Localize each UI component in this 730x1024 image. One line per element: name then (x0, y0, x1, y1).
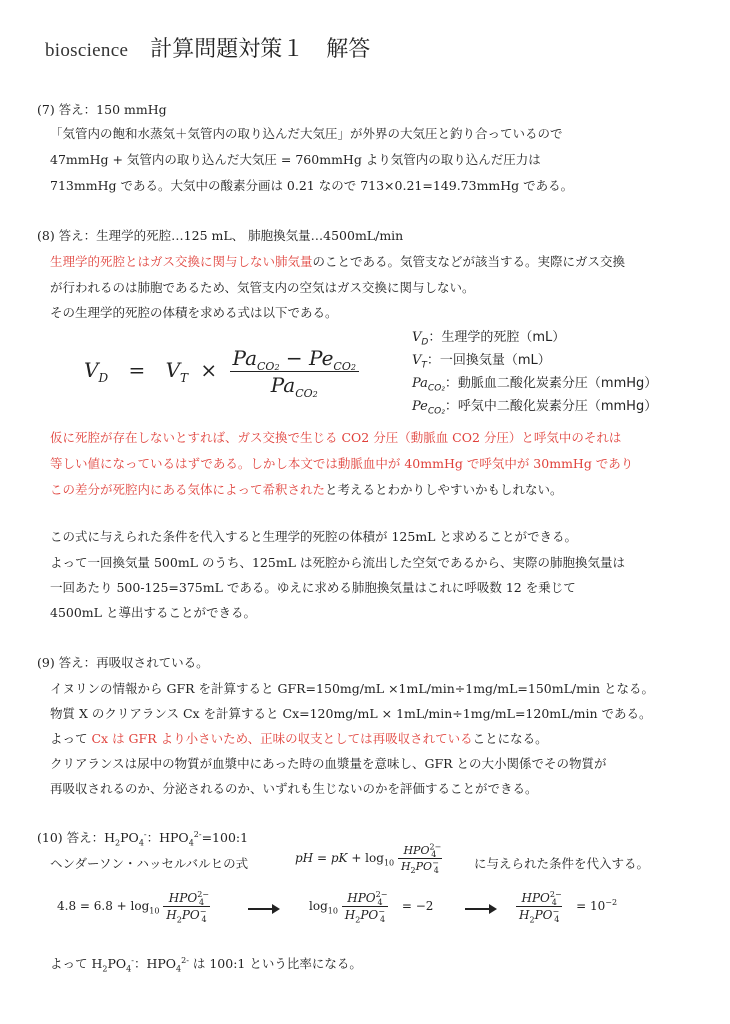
q8-answer: (8) 答え：生理学的死腔…125 mL、 肺胞換気量…4500mL/min (37, 228, 404, 243)
title-english: bioscience (45, 40, 129, 61)
page-title (45, 32, 370, 63)
q8-line: 一回あたり 500-125=375mL である。ゆえに求める肺胞換気量はこれに呼吸数 12 を乗じて (50, 580, 576, 595)
q10-line: ヘンダーソン・ハッセルバルヒの式 (50, 856, 249, 871)
q7-line: 713mmHg である。大気中の酸素分画は 0.21 なので 713×0.21=149.73mmHg である。 (50, 178, 574, 193)
q8-red-text: 仮に死腔が存在しないとすれば、ガス交換で生じる CO2 分圧（動脈血 CO2 分圧）と呼気中のそれは (50, 430, 622, 445)
equation-step-2: $\log_{10}$ $\frac{HPO^{2-}_4}{H_2PO^-_4}$ = −2 (309, 890, 434, 925)
q8-red-text: 生理学的死腔とはガス交換に関与しない肺気量 (50, 254, 313, 269)
right-arrow-icon (248, 908, 278, 910)
q9-line: 再吸収されるのか、分泌されるのか、いずれも生じないのかを評価することができる。 (50, 781, 538, 796)
variable-definition: $Pe_{CO_2}$：呼気中二酸化炭素分圧（mmHg） (412, 399, 658, 417)
equation-step-3: $\frac{HPO^{2-}_4}{H_2PO^-_4}$ = $10^{-2}$ (516, 891, 617, 922)
q8-line: 生理学的死腔とはガス交換に関与しない肺気量のことである。気管支などが該当する。実際にガス交換 (50, 254, 626, 269)
q10-conclusion: よって $H_2PO_4^-$：$HPO_4^{2-}$ は 100:1 という比率になる。 (50, 955, 362, 974)
q8-line: よって一回換気量 500mL のうち、125mL は死腔から流出した空気であるから、実際の肺胞換気量は (50, 555, 625, 570)
q8-line: この差分が死腔内にある気体によって希釈されたと考えるとわかりしやすいかもしれない。 (50, 482, 563, 497)
q9-line: 物質 X のクリアランス Cx を計算すると Cx=120mg/mL × 1mL/min÷1mg/mL=120mL/min である。 (50, 706, 652, 721)
q7-line: 「気管内の飽和水蒸気＋気管内の取り込んだ大気圧」が外界の大気圧と釣り合っているので (50, 126, 563, 141)
henderson-hasselbalch-formula: pH = pK + $\log_{10}$ $\frac{HPO^{2-}_4}{H_2PO^-_4}$ (295, 842, 442, 876)
q7-line: 47mmHg + 気管内の取り込んだ大気圧 = 760mmHg より気管内の取り込んだ圧力は (50, 152, 541, 167)
q10-line: に与えられた条件を代入する。 (474, 856, 650, 871)
variable-definition: $Pa_{CO_2}$：動脈血二酸化炭素分圧（mmHg） (412, 376, 658, 394)
q8-line: この式に与えられた条件を代入すると生理学的死腔の体積が 125mL と求めることができる。 (50, 529, 577, 544)
q8-line: 4500mL と導出することができる。 (50, 605, 256, 620)
q9-line: よって Cx は GFR より小さいため、正味の収支としては再吸収されていることになる。 (50, 731, 548, 746)
dead-space-formula: $V_D = V_T$ × $\frac{Pa_{CO2} - Pe_{CO2}}{Pa_{CO2}}$ (84, 346, 359, 397)
q10-answer: (10) 答え：$H_2PO_4^-$：$HPO_4^{2-}=100:1$ (37, 829, 249, 848)
q7-answer: (7) 答え：150 mmHg (37, 102, 167, 117)
variable-definition: $V_D$：生理学的死腔（mL） (412, 330, 566, 348)
q9-answer: (9) 答え：再吸収されている。 (37, 655, 209, 670)
q8-line: その生理学的死腔の体積を求める式は以下である。 (50, 305, 338, 320)
variable-definition: $V_T$：一回換気量（mL） (412, 353, 551, 371)
right-arrow-icon (465, 908, 495, 910)
q8-line: が行われるのは肺胞であるため、気管支内の空気はガス交換に関与しない。 (50, 280, 475, 295)
title-japanese: 計算問題対策１ 解答 (150, 37, 371, 62)
q8-red-text: 等しい値になっているはずである。しかし本文では動脈血中が 40mmHg で呼気中が 30mmHg であり (50, 456, 634, 471)
formula-fraction: $\frac{Pa_{CO2} - Pe_{CO2}}{Pa_{CO2}}$ (230, 346, 359, 397)
q9-line: イヌリンの情報から GFR を計算すると GFR=150mg/mL ×1mL/min÷1mg/mL=150mL/min となる。 (50, 681, 654, 696)
q9-line: クリアランスは尿中の物質が血漿中にあった時の血漿量を意味し、GFR との大小関係でその物質が (50, 756, 607, 771)
equation-step-1: $4.8 = 6.8 + \log_{10}$ $\frac{HPO^{2-}_4}{H_2PO^-_4}$ (57, 890, 209, 925)
